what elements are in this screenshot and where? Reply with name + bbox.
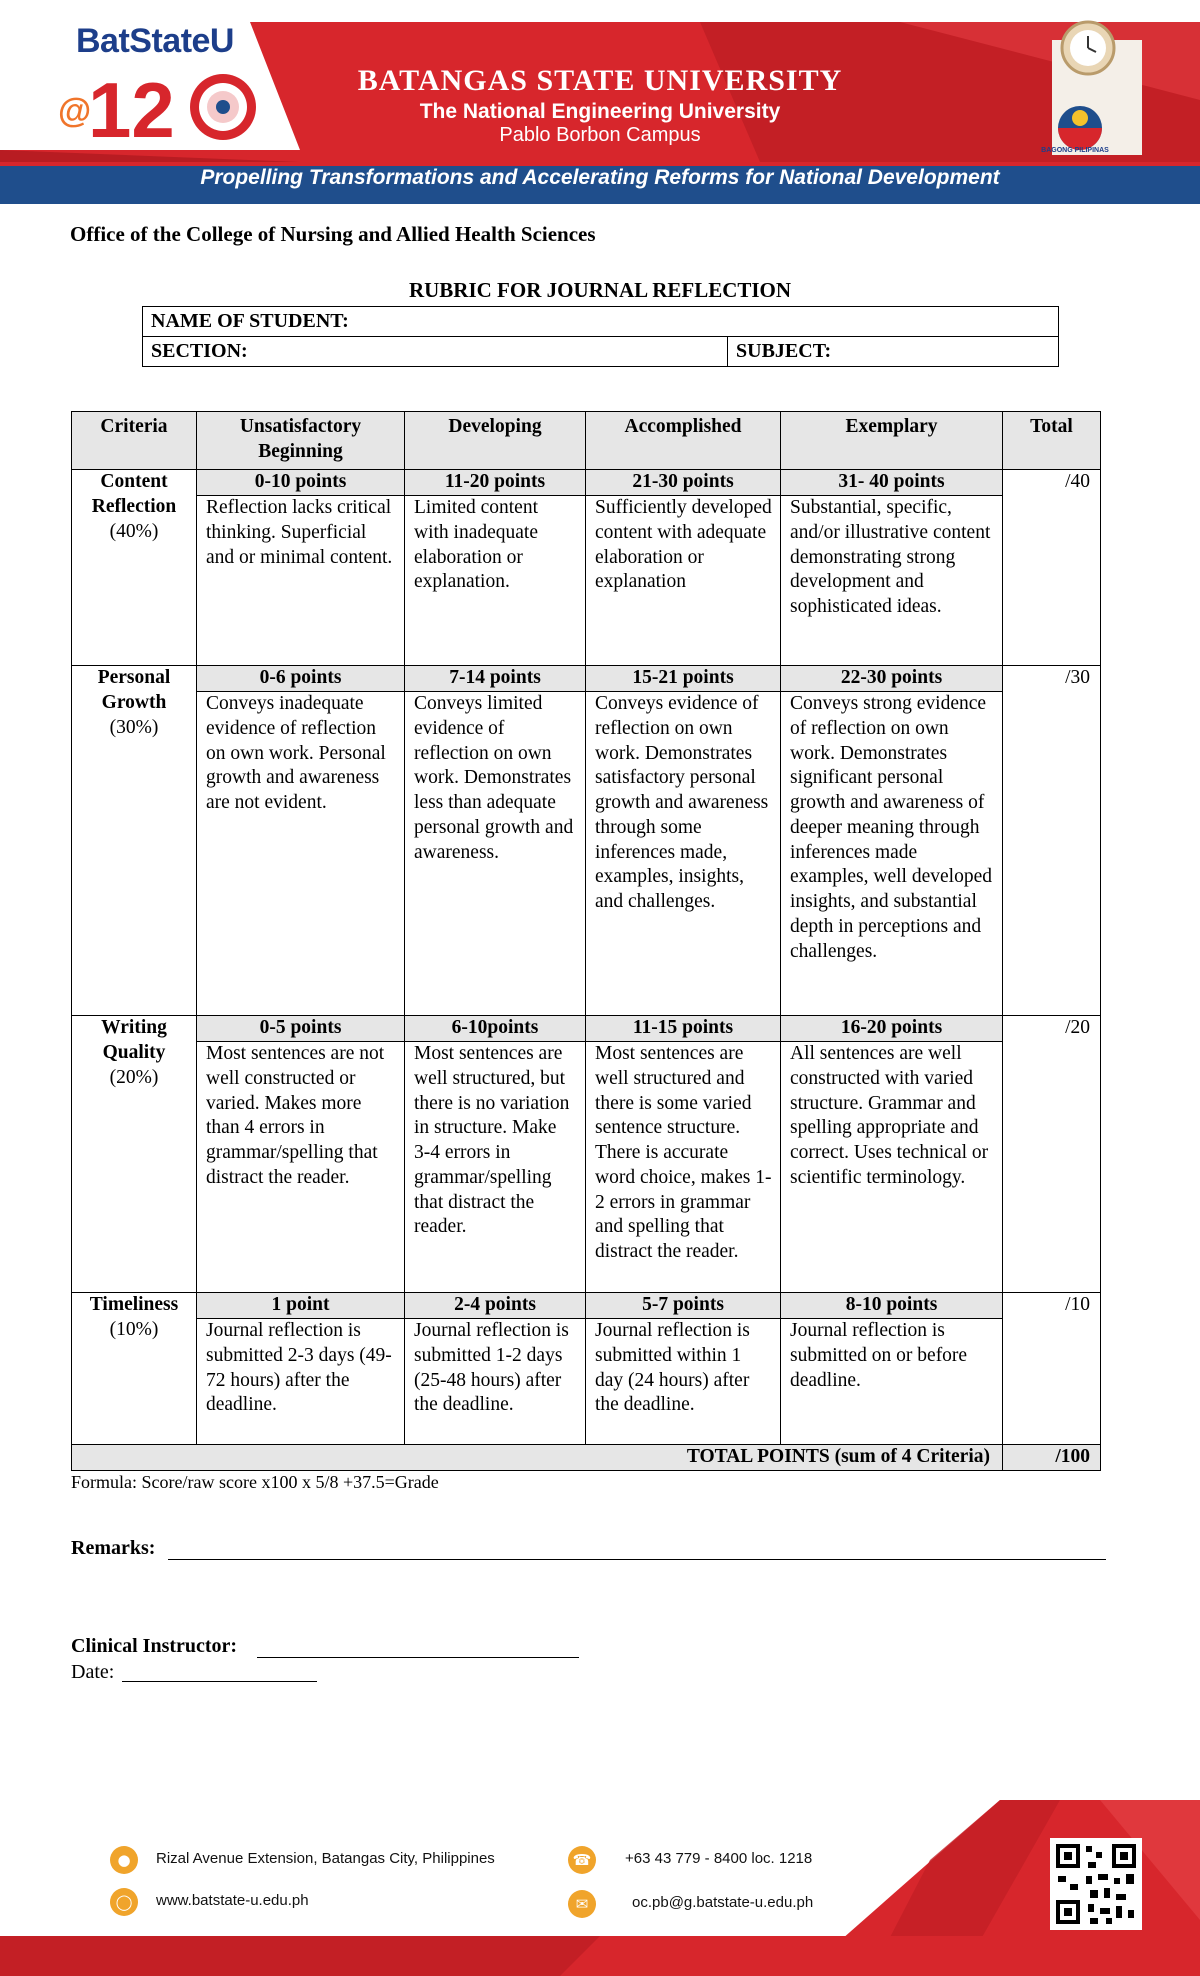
points-range: 8-10 points — [781, 1293, 1003, 1319]
points-range: 1 point — [197, 1293, 405, 1319]
points-range: 7-14 points — [405, 666, 586, 692]
level-description: Most sentences are well structured and there is some varied sentence structure. There is accurate word choice, makes 1-2 errors in grammar and spelling that distract the reader. — [586, 1042, 781, 1293]
remarks-label-text: Remarks: — [71, 1537, 156, 1559]
points-range: 0-10 points — [197, 470, 405, 496]
rubric-points-row — [72, 1293, 1101, 1319]
points-range: 15-21 points — [586, 666, 781, 692]
footer-phone: +63 43 779 - 8400 loc. 1218 — [625, 1850, 813, 1867]
points-range: 0-6 points — [197, 666, 405, 692]
rubric-description-row — [72, 692, 1101, 1016]
level-description: Conveys inadequate evidence of reflection on own work. Personal growth and awareness are not evident. — [197, 692, 405, 1016]
email-icon: ✉ — [568, 1890, 596, 1918]
criterion-total: /30 — [1003, 666, 1101, 1016]
footer-website[interactable]: www.batstate-u.edu.ph — [156, 1892, 309, 1909]
points-range: 11-15 points — [586, 1016, 781, 1042]
rubric-table — [71, 411, 1101, 1471]
criterion-name: Timeliness — [89, 1294, 179, 1315]
criterion-cell — [72, 1016, 197, 1293]
points-range: 16-20 points — [781, 1016, 1003, 1042]
level-description: Conveys strong evidence of reflection on own work. Demonstrates significant personal growth and awareness of deeper meaning through inferences made examples, well developed insights, and substantial depth in perceptions and challenges. — [781, 692, 1003, 1016]
clinical-instructor-line[interactable] — [257, 1657, 579, 1658]
total-points-value: /100 — [1003, 1445, 1101, 1471]
level-header-exemplary: Exemplary — [781, 412, 1003, 470]
university-tagline: The National Engineering University — [419, 100, 781, 123]
grade-formula: Formula: Score/raw score x100 x 5/8 +37.5=Grade — [71, 1472, 439, 1492]
level-header-unsatisfactory: Unsatisfactory Beginning — [197, 412, 405, 470]
points-range: 21-30 points — [586, 470, 781, 496]
date-label: Date: — [71, 1661, 115, 1683]
rubric-body — [72, 470, 1101, 1445]
remarks-label — [71, 1537, 155, 1560]
criterion-weight: (10%) — [109, 1318, 159, 1340]
criterion-name: Content Reflection — [91, 471, 177, 517]
footer-address: Rizal Avenue Extension, Batangas City, Philippines — [156, 1850, 495, 1867]
criteria-header: Criteria — [72, 412, 197, 470]
points-range: 31- 40 points — [781, 470, 1003, 496]
level-description: Sufficiently developed content with adequate elaboration or explanation — [586, 496, 781, 666]
criterion-weight: (20%) — [109, 1066, 159, 1088]
criterion-weight: (30%) — [109, 716, 159, 738]
bagong-pilipinas-logo — [1030, 10, 1150, 160]
points-range: 0-5 points — [197, 1016, 405, 1042]
phone-icon: ☎ — [568, 1846, 596, 1874]
date-line[interactable] — [122, 1681, 317, 1682]
points-range: 11-20 points — [405, 470, 586, 496]
rubric-description-row — [72, 1319, 1101, 1445]
level-description: Most sentences are not well constructed or varied. Makes more than 4 errors in grammar/spelling that distract the reader. — [197, 1042, 405, 1293]
section-subject-row — [143, 337, 1059, 367]
total-header: Total — [1003, 412, 1101, 470]
qr-code — [1050, 1838, 1142, 1930]
level-description: Substantial, specific, and/or illustrative content demonstrating strong development and sophisticated ideas. — [781, 496, 1003, 666]
office-heading: Office of the College of Nursing and Allied Health Sciences — [70, 222, 596, 246]
rubric-points-row — [72, 470, 1101, 496]
level-description: Journal reflection is submitted 2-3 days (49-72 hours) after the deadline. — [197, 1319, 405, 1445]
rubric-points-row — [72, 666, 1101, 692]
criterion-weight: (40%) — [109, 520, 159, 542]
rubric-title: RUBRIC FOR JOURNAL REFLECTION — [408, 278, 792, 302]
svg-text:12: 12 — [88, 66, 175, 142]
bagong-pilipinas-label: BAGONG PILIPINAS — [1041, 147, 1109, 154]
batstateu-120-logo — [58, 22, 288, 142]
level-description: Limited content with inadequate elaboration or explanation. — [405, 496, 586, 666]
criterion-name: Personal Growth — [97, 667, 171, 713]
level-header-accomplished: Accomplished — [586, 412, 781, 470]
rubric-points-row — [72, 1016, 1101, 1042]
level-description: Journal reflection is submitted on or before deadline. — [781, 1319, 1003, 1445]
criterion-cell — [72, 470, 197, 666]
criterion-cell — [72, 666, 197, 1016]
level-description: All sentences are well constructed with varied structure. Grammar and spelling appropriate and correct. Uses technical or scientific terminology. — [781, 1042, 1003, 1293]
university-name: BATANGAS STATE UNIVERSITY — [357, 64, 843, 97]
student-info-table — [142, 306, 1059, 367]
level-description: Conveys limited evidence of reflection on own work. Demonstrates less than adequate personal growth and awareness. — [405, 692, 586, 1016]
level-description: Reflection lacks critical thinking. Superficial and or minimal content. — [197, 496, 405, 666]
clinical-instructor-label: Clinical Instructor: — [71, 1635, 238, 1657]
criterion-total: /40 — [1003, 470, 1101, 666]
level-header-developing: Developing — [405, 412, 586, 470]
globe-icon: ◯ — [110, 1888, 138, 1916]
campus-name: Pablo Borbon Campus — [499, 124, 701, 146]
criterion-cell — [72, 1293, 197, 1445]
footer-email[interactable]: oc.pb@g.batstate-u.edu.ph — [632, 1894, 814, 1911]
location-icon: ● — [110, 1846, 138, 1874]
level-description: Conveys evidence of reflection on own work. Demonstrates satisfactory personal growth and awareness through some inferences made, examples, insights, and challenges. — [586, 692, 781, 1016]
batstateu-logo-text: BatStateU — [76, 22, 234, 60]
level-description: Journal reflection is submitted within 1 day (24 hours) after the deadline. — [586, 1319, 781, 1445]
footer-banner — [0, 1800, 1200, 1976]
rubric-description-row — [72, 496, 1101, 666]
criterion-total: /10 — [1003, 1293, 1101, 1445]
svg-text:@: @ — [58, 92, 92, 130]
points-range: 5-7 points — [586, 1293, 781, 1319]
level-description: Journal reflection is submitted 1-2 days (25-48 hours) after the deadline. — [405, 1319, 586, 1445]
points-range: 22-30 points — [781, 666, 1003, 692]
criterion-total: /20 — [1003, 1016, 1101, 1293]
rubric-description-row — [72, 1042, 1101, 1293]
student-name-row — [143, 307, 1059, 337]
total-points-row — [72, 1445, 1101, 1471]
points-range: 6-10points — [405, 1016, 586, 1042]
level-description: Most sentences are well structured, but there is no variation in structure. Make 3-4 errors in grammar/spelling that distract the reader. — [405, 1042, 586, 1293]
points-range: 2-4 points — [405, 1293, 586, 1319]
total-points-label: TOTAL POINTS (sum of 4 Criteria) — [72, 1445, 1003, 1471]
subject-field[interactable]: SUBJECT: — [728, 337, 1059, 367]
letterhead — [0, 0, 1200, 206]
section-field[interactable]: SECTION: — [143, 337, 728, 367]
rubric-header-row — [72, 412, 1101, 470]
remarks-line[interactable] — [168, 1559, 1106, 1560]
criterion-name: Writing Quality — [101, 1017, 167, 1063]
student-name-field[interactable]: NAME OF STUDENT: — [143, 307, 1059, 337]
university-motto: Propelling Transformations and Accelerating Reforms for National Development — [200, 166, 1000, 189]
